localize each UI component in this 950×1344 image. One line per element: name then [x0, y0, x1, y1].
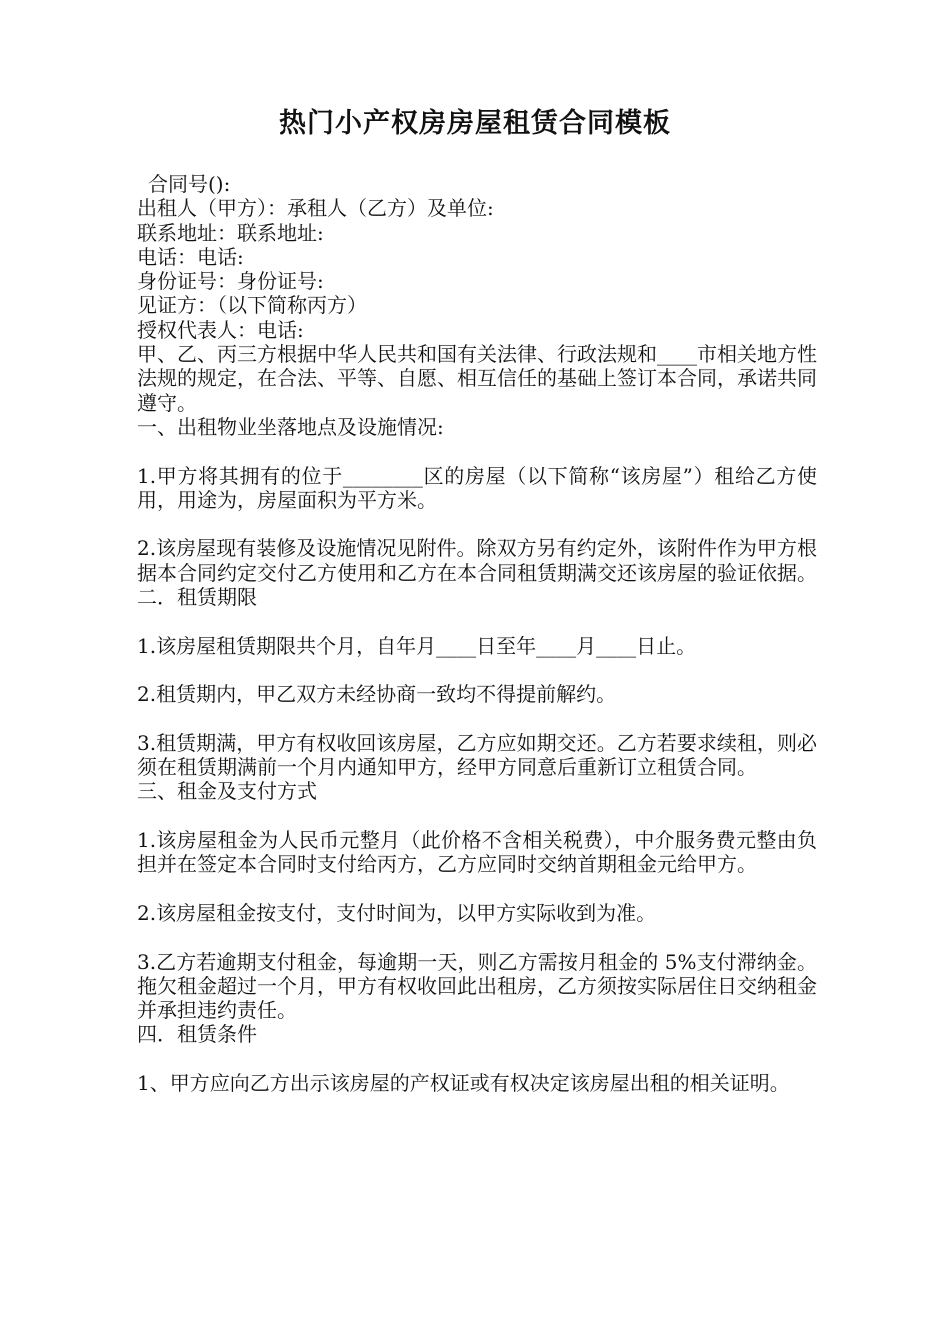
preamble-paragraph: 甲、乙、丙三方根据中华人民共和国有关法律、行政法规和____市相关地方性法规的规定，在合法、平等、自愿、相互信任的基础上签订本合同，承诺共同遵守。 — [137, 342, 817, 415]
section-heading: 一、出租物业坐落地点及设施情况: — [137, 414, 444, 439]
paragraph-spacer — [137, 439, 817, 463]
document-body — [137, 172, 817, 1095]
paragraph-spacer — [137, 658, 817, 682]
paragraph-spacer — [137, 1047, 817, 1071]
clause-paragraph: 3.乙方若逾期支付租金，每逾期一天，则乙方需按月租金的 5%支付滞纳金。拖欠租金超过一个月，甲方有权收回此出租房，乙方须按实际居住日交纳租金并承担违约责任。 — [137, 949, 817, 1023]
paragraph-spacer — [137, 925, 817, 949]
paragraph-spacer — [137, 707, 817, 731]
address-line: 联系地址：联系地址: — [137, 220, 324, 245]
clause-paragraph: 3.租赁期满，甲方有权收回该房屋，乙方应如期交还。乙方若要求续租，则必须在租赁期满前一个月内通知甲方，经甲方同意后重新订立租赁合同。 — [137, 730, 817, 780]
clause-paragraph: 2.该房屋租金按支付，支付时间为，以甲方实际收到为准。 — [137, 900, 657, 925]
paragraph-spacer — [137, 804, 817, 828]
clause-paragraph: 1、甲方应向乙方出示该房屋的产权证或有权决定该房屋出租的相关证明。 — [137, 1070, 790, 1095]
section-heading: 四．租赁条件 — [137, 1022, 257, 1047]
paragraph-spacer — [137, 609, 817, 633]
witness-line: 见证方：（以下简称丙方） — [137, 293, 367, 318]
parties-line: 出租人（甲方）：承租人（乙方）及单位: — [137, 196, 494, 221]
phone-line: 电话：电话: — [137, 244, 244, 269]
paragraph-spacer — [137, 512, 817, 536]
contract-number-line: 合同号(): — [148, 172, 231, 196]
clause-paragraph: 2.租赁期内，甲乙双方未经协商一致均不得提前解约。 — [137, 682, 617, 707]
id-number-line: 身份证号：身份证号: — [137, 269, 324, 294]
document-title: 热门小产权房房屋租赁合同模板 — [279, 108, 671, 139]
clause-paragraph: 1.该房屋租赁期限共个月，自年月____日至年____月____日止。 — [137, 633, 697, 658]
clause-paragraph: 1.该房屋租金为人民币元整月（此价格不含相关税费），中介服务费元整由负担并在签定本合同时支付给丙方，乙方应同时交纳首期租金元给甲方。 — [137, 828, 817, 877]
paragraph-spacer — [137, 877, 817, 901]
clause-paragraph: 2.该房屋现有装修及设施情况见附件。除双方另有约定外，该附件作为甲方根据本合同约定交付乙方使用和乙方在本合同租赁期满交还该房屋的验证依据。 — [137, 536, 817, 585]
clause-paragraph: 1.甲方将其拥有的位于________区的房屋（以下简称“该房屋”）租给乙方使用，用途为，房屋面积为平方米。 — [137, 463, 817, 512]
section-heading: 二．租赁期限 — [137, 585, 257, 610]
representative-line: 授权代表人：电话: — [137, 317, 304, 342]
section-heading: 三、租金及支付方式 — [137, 779, 317, 804]
